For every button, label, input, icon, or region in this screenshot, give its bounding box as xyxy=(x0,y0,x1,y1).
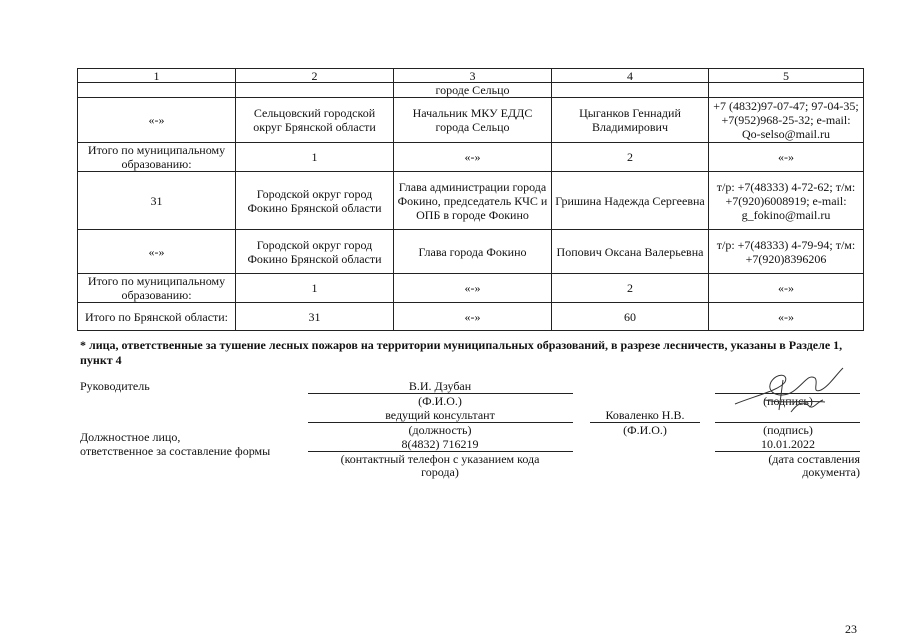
head-fio-caption: (Ф.И.О.) xyxy=(418,394,462,408)
header-cell: 1 xyxy=(78,69,236,83)
table-header-row xyxy=(78,69,864,83)
table-cell: Сельцовский городской округ Брянской области xyxy=(236,98,394,143)
table-row xyxy=(78,98,864,143)
phone-caption-line1: (контактный телефон с указанием кода xyxy=(340,452,540,466)
table-cell: 60 xyxy=(552,303,709,331)
table-row xyxy=(78,143,864,172)
position-value: ведущий консультант xyxy=(385,408,495,422)
table-cell: «-» xyxy=(709,274,864,303)
table-cell xyxy=(236,83,394,98)
table-cell: Итого по Брянской области: xyxy=(78,303,236,331)
table-row xyxy=(78,172,864,230)
table-row xyxy=(78,303,864,331)
table-cell: 31 xyxy=(78,172,236,230)
head-sign-caption: (подпись) xyxy=(763,394,813,408)
table-cell: Цыганков Геннадий Владимирович xyxy=(552,98,709,143)
head-name: В.И. Дзубан xyxy=(408,379,472,393)
table-cell: «-» xyxy=(78,98,236,143)
table-cell: 31 xyxy=(236,303,394,331)
responsible-label-line1: Должностное лицо, xyxy=(80,430,181,444)
table-row xyxy=(78,83,864,98)
table-cell: т/р: +7(48333) 4-79-94; т/м: +7(920)8396206 xyxy=(709,230,864,274)
responsible-label-line2: ответственное за составление формы xyxy=(80,444,271,458)
table-cell: 1 xyxy=(236,143,394,172)
table-cell xyxy=(709,83,864,98)
responsible-name: Коваленко Н.В. xyxy=(605,408,685,422)
table-cell: +7 (4832)97-07-47; 97-04-35; +7(952)968-25-32; e-mail: Qo-selso@mail.ru xyxy=(709,98,864,143)
head-label: Руководитель xyxy=(80,379,150,393)
table-cell: «-» xyxy=(709,303,864,331)
position-caption: (должность) xyxy=(408,423,472,437)
table-row xyxy=(78,230,864,274)
phone-value: 8(4832) 716219 xyxy=(401,437,479,451)
responsible-sign-caption: (подпись) xyxy=(763,423,813,437)
table-cell: т/р: +7(48333) 4-72-62; т/м: +7(920)6008919; e-mail: g_fokino@mail.ru xyxy=(709,172,864,230)
header-cell: 2 xyxy=(236,69,394,83)
table-cell: 2 xyxy=(552,274,709,303)
header-cell: 3 xyxy=(394,69,552,83)
responsible-persons-table xyxy=(77,68,864,331)
table-cell: «-» xyxy=(394,143,552,172)
table-cell: городе Сельцо xyxy=(394,83,552,98)
table-cell: «-» xyxy=(394,303,552,331)
page-number: 23 xyxy=(845,622,857,636)
table-cell xyxy=(552,83,709,98)
signature-image xyxy=(725,360,855,422)
header-cell: 5 xyxy=(709,69,864,83)
table-cell: «-» xyxy=(394,274,552,303)
table-cell: Городской округ город Фокино Брянской области xyxy=(236,172,394,230)
phone-caption-line2: города) xyxy=(421,465,459,479)
footnote: * лица, ответственные за тушение лесных пожаров на территории муниципальных образований, в разрезе лесничеств, указаны в Разделе 1, пункт 4 xyxy=(80,338,843,367)
table-cell: Начальник МКУ ЕДДС города Сельцо xyxy=(394,98,552,143)
table-cell: Итого по муниципальному образованию: xyxy=(78,274,236,303)
table-row xyxy=(78,274,864,303)
table-cell: Итого по муниципальному образованию: xyxy=(78,143,236,172)
table-cell: 1 xyxy=(236,274,394,303)
table-cell xyxy=(78,83,236,98)
table-cell: 2 xyxy=(552,143,709,172)
header-cell: 4 xyxy=(552,69,709,83)
date-caption-line1: (дата составления xyxy=(768,452,860,466)
table-cell: Глава города Фокино xyxy=(394,230,552,274)
table-cell: Попович Оксана Валерьевна xyxy=(552,230,709,274)
responsible-fio-caption: (Ф.И.О.) xyxy=(623,423,667,437)
table-cell: Городской округ город Фокино Брянской области xyxy=(236,230,394,274)
date-value: 10.01.2022 xyxy=(761,437,815,451)
table-cell: «-» xyxy=(709,143,864,172)
table-cell: Глава администрации города Фокино, председатель КЧС и ОПБ в городе Фокино xyxy=(394,172,552,230)
table-cell: Гришина Надежда Сергеевна xyxy=(552,172,709,230)
date-caption-line2: документа) xyxy=(802,465,860,479)
table-cell: «-» xyxy=(78,230,236,274)
